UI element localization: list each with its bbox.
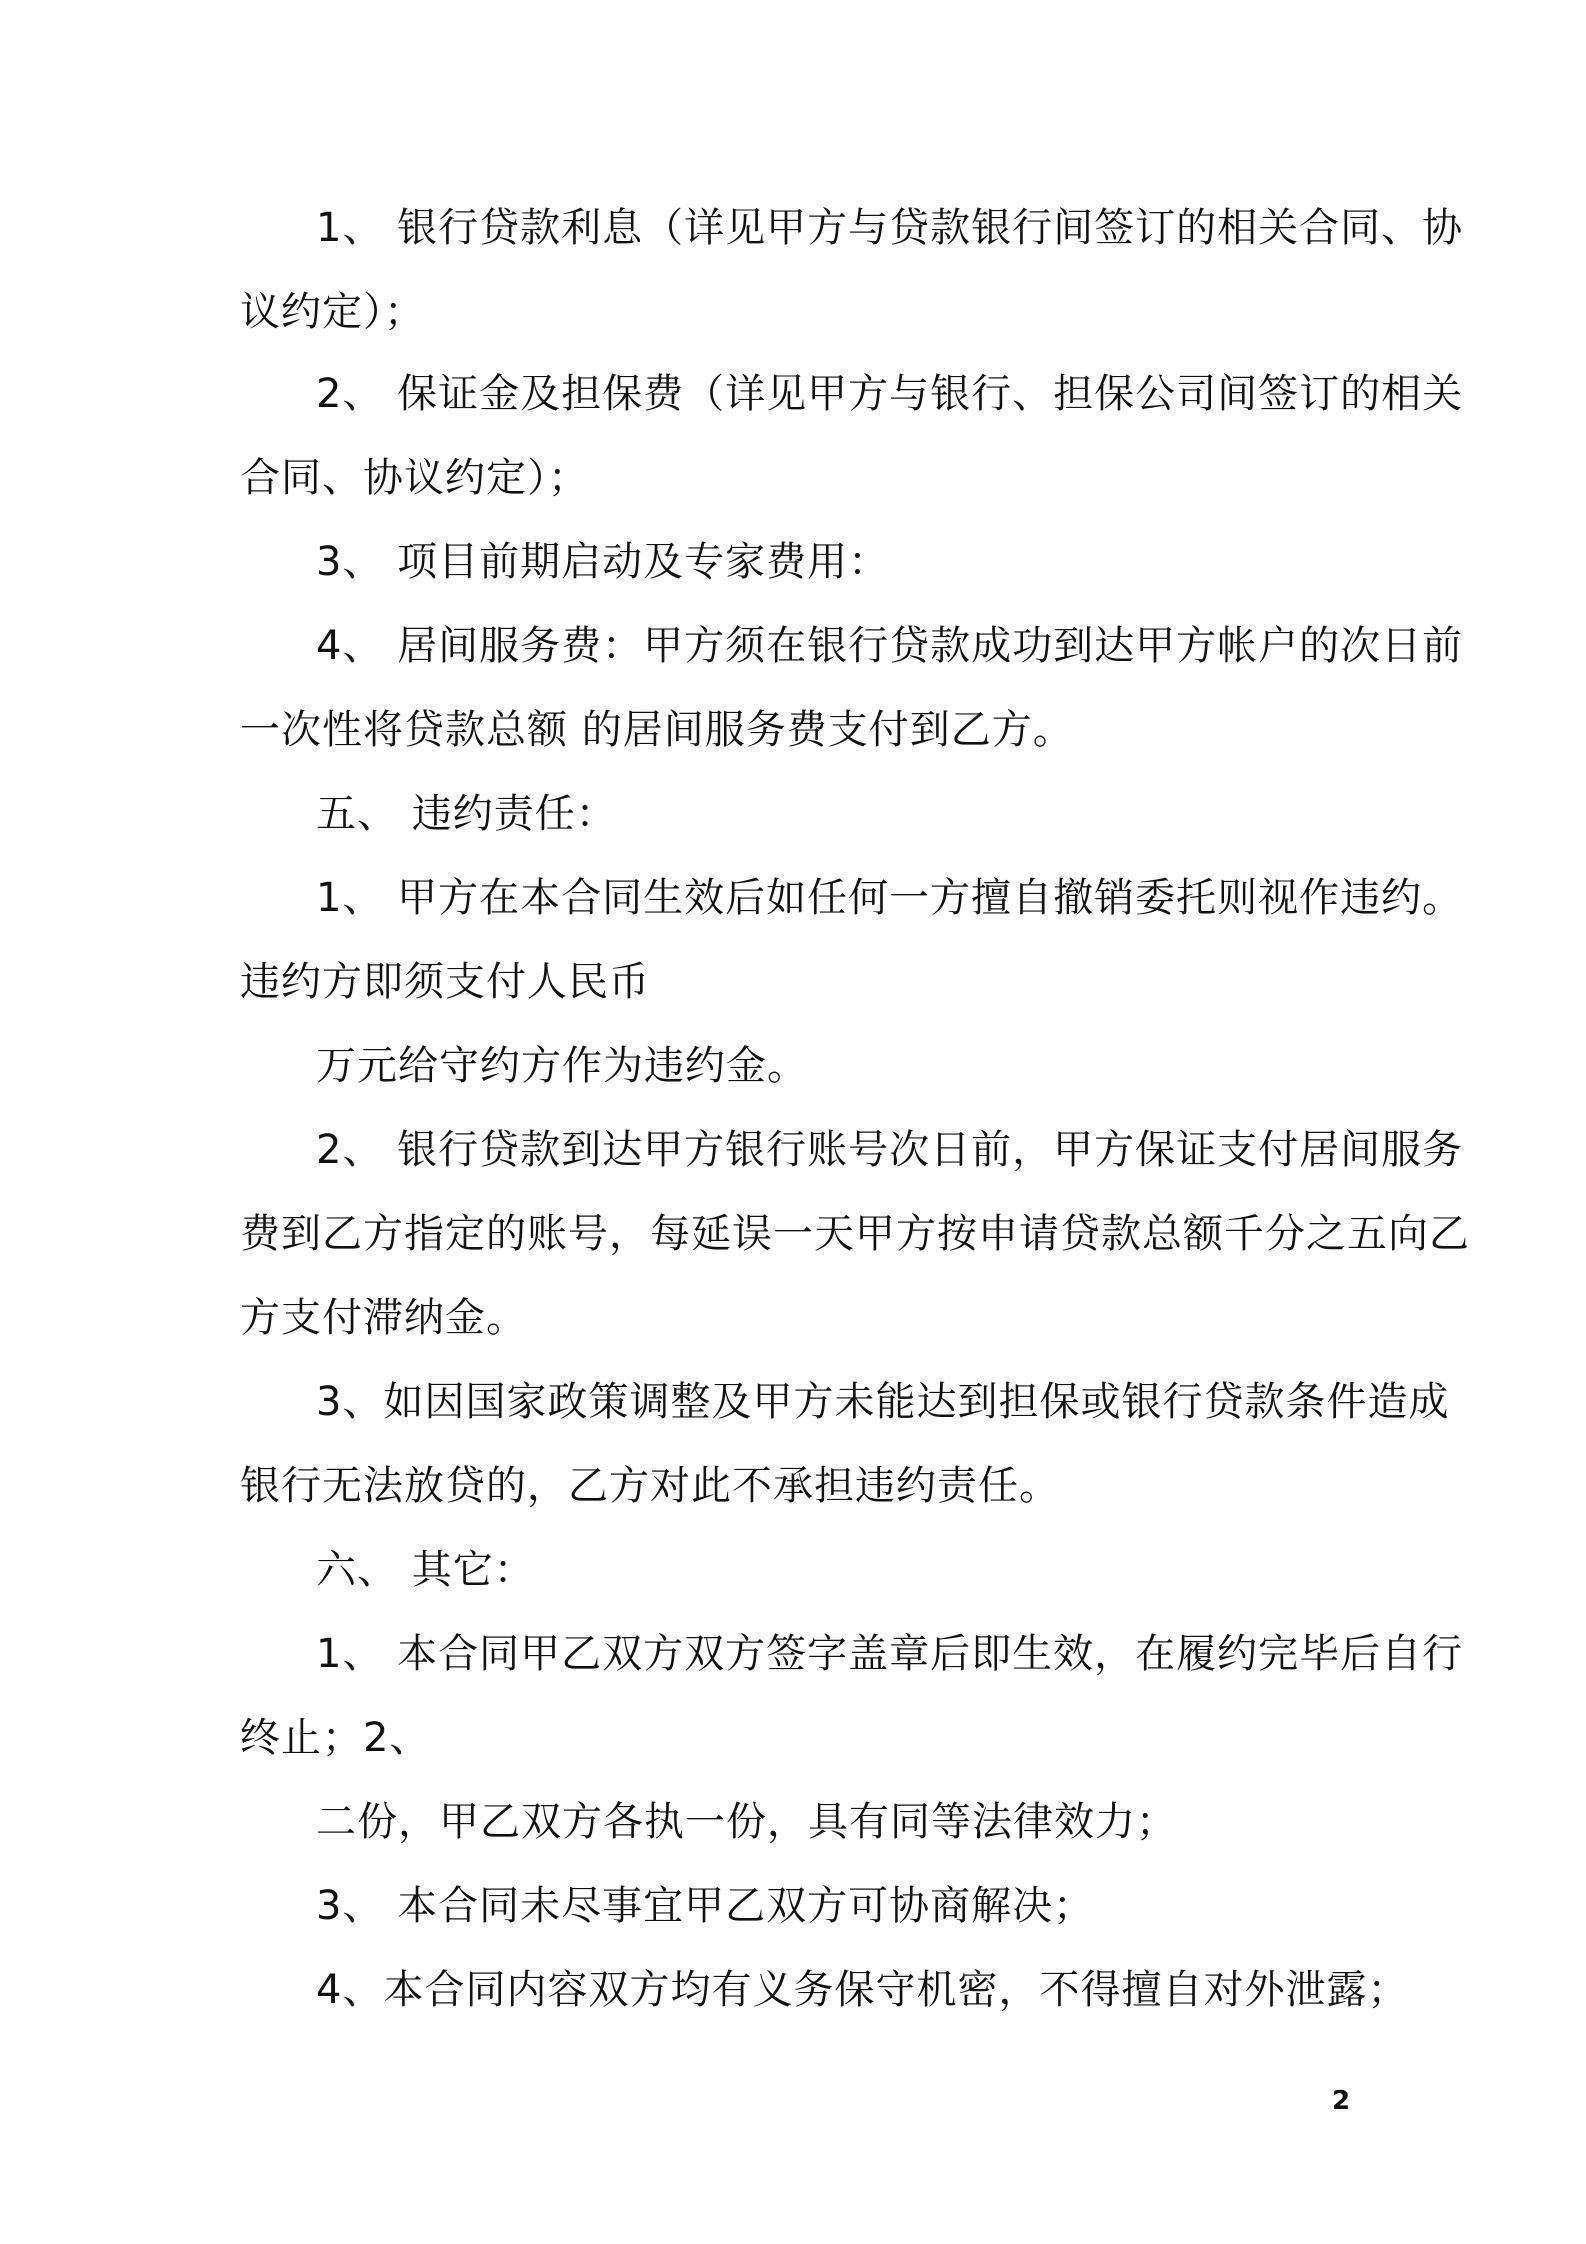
text-line: 1、 银行贷款利息（详见甲方与贷款银行间签订的相关合同、协: [316, 205, 1464, 251]
text-line: 2、 保证金及担保费（详见甲方与银行、担保公司间签订的相关: [316, 371, 1464, 417]
text-line: 4、 居间服务费：甲方须在银行贷款成功到达甲方帐户的次日前: [316, 623, 1464, 669]
page-number: 2: [1332, 2086, 1351, 2116]
text-line: 4、本合同内容双方均有义务保守机密，不得擅自对外泄露；: [316, 1967, 1409, 2013]
text-line: 3、 本合同未尽事宜甲乙双方可协商解决；: [316, 1883, 1095, 1929]
text-line: 违约方即须支付人民币: [240, 959, 650, 1005]
text-line: 1、 本合同甲乙双方双方签字盖章后即生效，在履约完毕后自行: [316, 1631, 1464, 1677]
text-line: 方支付滞纳金。: [240, 1295, 527, 1341]
text-line: 3、如因国家政策调整及甲方未能达到担保或银行贷款条件造成: [316, 1379, 1450, 1425]
text-line: 3、 项目前期启动及专家费用：: [316, 539, 890, 585]
text-line: 议约定）；: [240, 289, 425, 335]
text-line: 合同、协议约定）；: [240, 455, 589, 501]
text-line: 费到乙方指定的账号，每延误一天甲方按申请贷款总额千分之五向乙: [240, 1211, 1470, 1257]
text-line: 2、 银行贷款到达甲方银行账号次日前，甲方保证支付居间服务: [316, 1127, 1464, 1173]
text-line: 二份，甲乙双方各执一份，具有同等法律效力；: [316, 1799, 1177, 1845]
text-line: 银行无法放贷的，乙方对此不承担违约责任。: [240, 1463, 1060, 1509]
text-line: 1、 甲方在本合同生效后如任何一方擅自撤销委托则视作违约。: [316, 875, 1464, 921]
section-heading: 五、 违约责任：: [316, 791, 617, 837]
text-line: 万元给守约方作为违约金。: [316, 1043, 808, 1089]
text-line: 一次性将贷款总额 的居间服务费支付到乙方。: [240, 707, 1074, 753]
section-heading: 六、 其它：: [316, 1547, 535, 1593]
text-line: 终止；2、: [240, 1715, 431, 1761]
